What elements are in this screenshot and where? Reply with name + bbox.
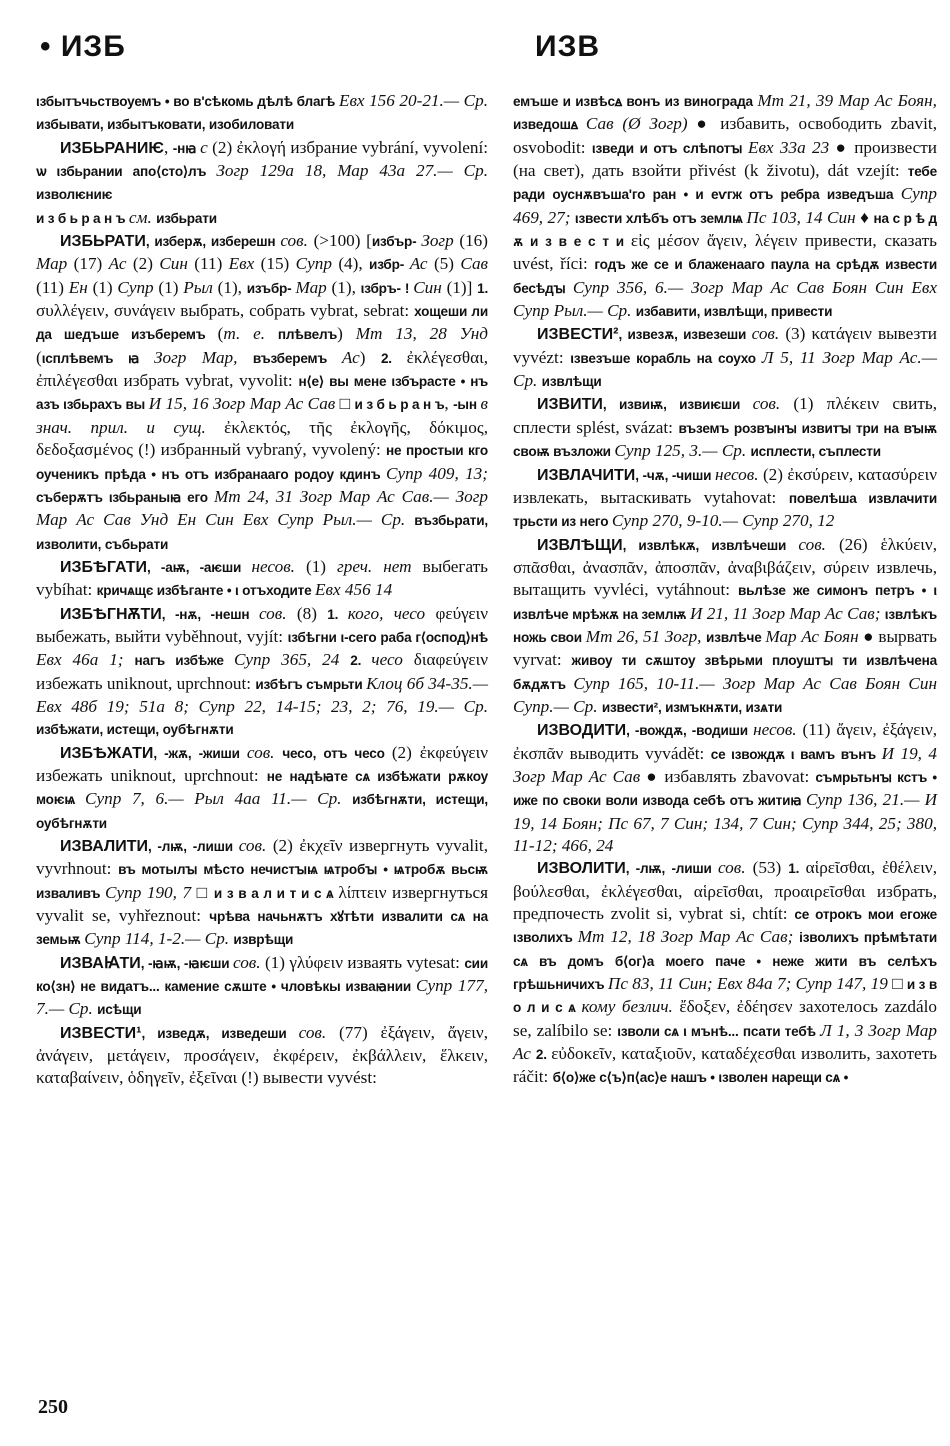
dictionary-entry	[36, 556, 488, 603]
gloss-text: διαφεύγειν избежать uniknout, uprchnout:	[36, 650, 489, 693]
slavonic-text: 1.	[327, 606, 348, 622]
citation-text: Ен	[68, 277, 93, 297]
headword: ИЗВИТИ	[537, 396, 603, 414]
citation-text: сов.	[751, 324, 786, 344]
dictionary-entry	[36, 742, 488, 835]
citation-text: сов.	[233, 952, 265, 972]
citation-text: Син	[413, 277, 447, 297]
gloss-text: (2)	[132, 254, 160, 274]
gloss-text: λίπτειν извергнуться vyvalit se, vyhřeznout:	[36, 882, 489, 926]
slavonic-text: вьлѣзе же симонъ петръ • ι извлѣче мрѣжѫ на землѭ	[513, 583, 937, 622]
slavonic-text: исплести, съплести	[750, 444, 881, 460]
citation-text: Евх 456 14	[315, 580, 393, 600]
slavonic-text: чесо, отъ чесо	[282, 745, 392, 761]
headword: ИЗБЬРАНИѤ	[60, 139, 165, 157]
gloss-text: ,	[444, 394, 454, 414]
dictionary-entry	[513, 534, 937, 720]
citation-text: Супр 356, 6.— Зогр Мар Ас Сав Боян Син Евх Супр Рыл.— Ср.	[513, 277, 937, 321]
citation-text: Супр 7, 6.— Рыл 4аа 11.— Ср.	[85, 789, 353, 809]
citation-text: Супр 270, 9-10.— Супр 270, 12	[611, 511, 835, 531]
slavonic-text: , -лѭ, -лиши	[625, 861, 718, 877]
gloss-text: φεύγειν выбежать, выйти vyběhnout, vyjít:	[36, 603, 488, 646]
citation-text: т. е.	[223, 324, 278, 344]
dictionary-entry	[36, 1022, 488, 1090]
slavonic-text: чрѣва начьнѫтъ хꙋтѣти извалити сѧ на земьѭ	[36, 909, 488, 948]
slavonic-text: на с р ѣ д ѫ и з в е с т и	[513, 210, 937, 250]
slavonic-text: избр-	[369, 257, 410, 273]
citation-text: Мт 21, 39 Мар Ас Боян,	[757, 91, 937, 110]
gloss-text: (1),	[217, 277, 247, 297]
citation-text: И 15, 16 Зогр Мар Ас Сав	[148, 394, 340, 414]
gloss-text: (3) κατάγειν вывезти vyvézt:	[513, 324, 937, 367]
gloss-text: выбегать vybíhat:	[36, 556, 488, 600]
headword: ИЗВЕСТИ¹	[60, 1024, 142, 1042]
citation-text: Евх	[228, 254, 261, 274]
slavonic-text: избывати, избытъковати, изобиловати	[36, 117, 295, 133]
headword: ИЗВЛАЧИТИ	[537, 466, 636, 484]
headword: ИЗБѢЖАТИ	[60, 744, 154, 762]
gloss-text: (16)	[459, 231, 488, 251]
right-column	[513, 90, 937, 1090]
gloss-text: (2) ἐκλογή избрание vybrání, vyvolení:	[212, 137, 488, 157]
slavonic-text: , изберѫ, изберешн	[145, 234, 281, 250]
citation-text: несов.	[753, 720, 803, 740]
citation-text: сов.	[280, 231, 314, 251]
citation-text: греч. нет	[337, 556, 423, 576]
slavonic-text: сии ко⟨зн⟩ не видатъ... камение сѫште • чловѣкы изваꙗнии	[36, 955, 488, 995]
citation-text: сов.	[246, 742, 283, 762]
dictionary-entry	[36, 603, 488, 742]
headword: ИЗВАꙖТИ	[60, 954, 141, 972]
slavonic-text: ιзведи и отъ слѣпотꙑ	[591, 140, 748, 156]
gloss-text: συλλέγειν, συνάγειν выбрать, собрать vybrat, sebrat:	[36, 301, 415, 321]
slavonic-text: ιзбытъчьствоуемъ • во в'сѣкомь дѣлѣ благѣ	[36, 94, 339, 109]
slavonic-text: кричѧщє избѣганте • ι отъходите	[96, 583, 316, 599]
gloss-text: (11)	[194, 254, 229, 274]
gloss-text: (11) ἄγειν, ἐξάγειν, ἐκσπᾶν выводить vyvádět:	[513, 720, 938, 763]
citation-text: Мт 26, 51 Зогр,	[585, 626, 707, 646]
gloss-text: (>100) [	[313, 231, 372, 251]
left-column	[36, 90, 488, 1090]
headword: ИЗВАЛИТИ	[60, 838, 149, 855]
gloss-text: (8)	[296, 603, 328, 623]
dictionary-entry	[36, 230, 488, 556]
gloss-text: (2) ἐκφεύγειν избежать uniknout, uprchnout:	[36, 742, 488, 785]
slavonic-text: плѣвелъ	[277, 327, 338, 343]
running-head-right: ИЗВ	[535, 30, 601, 63]
slavonic-text: извести², измъкнѫти, изѧти	[601, 699, 783, 715]
slavonic-text: възберемъ	[252, 350, 342, 366]
citation-text: сов.	[717, 858, 753, 878]
gloss-text: (4),	[338, 254, 370, 274]
slavonic-text: въ мотылꙑ мѣсто нечистꙑѩ ѩтробꙑ • ѩтробѫ вьсѭ изваливъ	[36, 862, 488, 901]
slavonic-text: избѣгнѫти, истещи, оубѣгнѫти	[36, 792, 489, 831]
slavonic-text: , -ꙗѭ, -ꙗѥши	[140, 955, 234, 971]
gloss-text: □	[196, 882, 214, 902]
slavonic-text: , -аѭ, -аѥши	[147, 559, 252, 575]
slavonic-text: нагъ избѣже	[134, 653, 234, 669]
dictionary-entry	[513, 857, 937, 1089]
citation-text: чесо	[371, 650, 414, 670]
citation-text: Мт 12, 18 Зогр Мар Ас Сав;	[577, 927, 800, 947]
slavonic-text: повелѣша извлачити трьсти из него	[513, 490, 937, 530]
slavonic-text: избавити, извлѣщи, привести	[635, 304, 833, 320]
slavonic-text: годъ же се и блаженааго паула на срѣдѫ извести бесѣдꙑ	[513, 257, 937, 296]
slavonic-text: , изведѫ, изведеши	[141, 1025, 299, 1041]
slavonic-text: не простыи кго оученикъ прѣда • нъ отъ избранааго родоу кдинъ	[36, 443, 488, 482]
slavonic-text: , -нѫ, -нешн	[161, 606, 259, 622]
headword: ИЗВОЛИТИ	[537, 860, 626, 878]
headword: ИЗБЬРАТИ	[60, 233, 146, 251]
slavonic-text: изволѥниѥ	[36, 187, 113, 203]
citation-text: несов.	[251, 556, 306, 576]
citation-text: Супр 409, 13;	[386, 463, 488, 483]
slavonic-text: б⟨о⟩же с⟨ъ⟩п⟨ас⟩е нашъ • ιзволен нарещи сѧ •	[552, 1070, 849, 1086]
slavonic-text: 2.	[350, 653, 372, 669]
slavonic-text: се отрокъ мои егоже ιзволихъ	[513, 907, 937, 946]
slavonic-text: ізволихъ прѣмѣтати сѧ въ домъ б⟨ог⟩а моего паче • неже жити въ селѣхъ грѣшьничихъ	[513, 930, 937, 993]
slavonic-text: 1.	[477, 280, 489, 296]
dictionary-entry	[36, 835, 488, 952]
citation-text: Мар Ас Боян	[765, 626, 864, 646]
slavonic-text: ιзволи сѧ ι мънѣ... псати тебѣ	[617, 1023, 821, 1039]
dictionary-entry	[36, 207, 488, 230]
gloss-text: αἱρεῖσθαι, ἐθέλειν, βούλεσθαι, ἐκλέγεσθαι, αἱρεῖσθαι, προαιρεῖσθαι избрать, предпочесть zvolit si, vybrat si, chtít:	[513, 858, 937, 924]
gloss-text: (77) ἐξάγειν, ἄγειν, ἀνάγειν, μετάγειν, προσάγειν, ἐκφέρειν, ἐκβάλλειν, ἕλκειν, καταβαίνειν, ὁδηγεῖν, ἐξεῖναι (!) вывести vyvést:	[36, 1022, 488, 1088]
slavonic-text: хощеши ли да шедъше изъберемъ	[36, 304, 488, 343]
headword: ИЗВЕСТИ²	[537, 326, 619, 344]
slavonic-text: 2.	[535, 1047, 552, 1063]
gloss-text: (5)	[433, 254, 461, 274]
slavonic-text: , извиѭ, извиѥши	[602, 397, 753, 413]
page-number: 250	[38, 1396, 68, 1418]
gloss-text: (1)	[305, 556, 338, 576]
citation-text: Ас	[409, 254, 434, 274]
headword: ИЗБѢГНѪТИ	[60, 605, 162, 623]
slavonic-text: съберѫтъ ιзбьраныꙗ его	[36, 489, 214, 505]
gloss-text: εἰς μέσον ἄγειν, λέγειν привести, сказать uvést, říci:	[513, 231, 937, 274]
gloss-text: (	[36, 347, 42, 367]
gloss-text: )	[337, 324, 356, 344]
slavonic-text: се ιзвождѫ ι вамъ вънъ	[710, 746, 882, 762]
gloss-text: (1)	[158, 277, 184, 297]
slavonic-text: н⟨е⟩ вы мене ιзбърасте • нъ азъ ιзбьрахъ вы	[36, 374, 488, 413]
gloss-text: (2) ἐκχεῖν извергнуть vyvalit, vyvrhnout:	[36, 836, 489, 879]
gloss-text: (1)	[92, 277, 118, 297]
citation-text: Зогр	[421, 231, 460, 251]
citation-text: сов.	[238, 836, 273, 855]
gloss-text: (1),	[331, 277, 361, 297]
gloss-text: ,	[164, 137, 173, 157]
slavonic-text: и з б ь р а н ъ	[354, 397, 445, 413]
slavonic-text: , извезѫ, извезеши	[618, 327, 752, 343]
citation-text: Пс 83, 11 Син; Евх 84а 7; Супр 147, 19	[607, 974, 893, 994]
citation-text: Супр 177, 7.— Ср.	[36, 976, 488, 1019]
slavonic-text: ιзбѣгни ι-сего раба г⟨оспод⟩нѣ	[287, 629, 488, 645]
headword: ИЗВОДИТИ	[537, 722, 627, 740]
citation-text: Супр 114, 1-2.— Ср.	[84, 929, 234, 949]
gloss-text: □	[892, 974, 907, 994]
slavonic-text: избѣжати, истещи, оубѣгнѫти	[36, 722, 234, 738]
slavonic-text: извлѣче	[706, 629, 766, 645]
citation-text: сов.	[298, 1022, 340, 1042]
citation-text: Рыл	[183, 277, 218, 297]
slavonic-text: ιзбръ- !	[360, 280, 414, 296]
citation-text: в знач. прил. и сущ.	[36, 394, 488, 437]
citation-text: Зогр 129а 18, Мар 43а 27.— Ср.	[216, 161, 488, 181]
gloss-text: (2) ἐκσύρειν, κατασύρειν извлекать, вытаскивать vytahovat:	[513, 464, 937, 507]
gloss-text: (1) πλέκειν свить, сплести splést, svázat:	[513, 394, 937, 437]
slavonic-text: , извлѣкѫ, извлѣчеши	[622, 537, 799, 553]
slavonic-text: не надѣꙗте сѧ избѣжати рѫкоу моѥѩ	[36, 768, 489, 808]
slavonic-text: избьрати	[156, 210, 217, 226]
citation-text: Сав	[460, 254, 488, 274]
gloss-text: (	[217, 324, 224, 344]
slavonic-text: и з в а л и т и с ѧ	[213, 885, 339, 901]
slavonic-text: тебе ради оуснѫвъша'го ран • и еѵгж отъ ребра изведъша	[513, 164, 937, 203]
citation-text: сов.	[258, 603, 297, 623]
slavonic-text: ιзвезъше корабль на соухо	[570, 350, 762, 366]
headword: ИЗВЛѢЩИ	[537, 536, 623, 554]
slavonic-text: , -вождѫ, -водиши	[626, 723, 754, 739]
slavonic-text: и з б ь р а н ъ	[36, 210, 129, 226]
slavonic-text: ιсплѣвемъ ꙗ	[41, 350, 154, 366]
slavonic-text: -ын	[453, 397, 481, 413]
slavonic-text: , -чѫ, -чиши	[635, 467, 716, 483]
slavonic-text: 2.	[380, 350, 407, 366]
citation-text: см.	[128, 207, 157, 227]
citation-text: с	[200, 137, 213, 157]
dictionary-entry	[513, 90, 937, 323]
headword: ИЗБѢГАТИ	[60, 558, 148, 576]
citation-text: сов.	[798, 534, 839, 554]
citation-text: Син	[159, 254, 195, 274]
gloss-text: ἔδοξεν, ἐδέησεν захотелось zazdálo se, zalíbilo se:	[513, 997, 937, 1040]
citation-text: Л 5, 11 Зогр Мар Ас.— Ср.	[513, 347, 937, 391]
dictionary-entry	[513, 323, 937, 393]
slavonic-text: възбьрати, изволити, събьрати	[36, 513, 488, 552]
citation-text: Зогр Мар,	[153, 347, 253, 367]
citation-text: Супр 165, 10-11.— Зогр Мар Ас Сав Боян Син Супр.— Ср.	[513, 673, 937, 716]
citation-text: несов.	[715, 464, 763, 484]
citation-text: Мар	[36, 254, 74, 274]
citation-text: Мт 24, 31 Зогр Мар Ас Сав.— Зогр Мар Ас Сав Унд Ен Син Евх Супр Рыл.— Ср.	[36, 486, 488, 530]
slavonic-text: въземъ розвꙑнꙑ извитꙑ три на вꙑѭ своѭ възложи	[513, 420, 938, 460]
slavonic-text: избѣгъ съмрьти	[255, 676, 367, 692]
slavonic-text: избър-	[371, 234, 422, 250]
dictionary-entry	[36, 90, 488, 137]
slavonic-text: , -жѫ, -жиши	[153, 745, 247, 761]
dictionary-entry	[36, 952, 488, 1022]
citation-text: И 21, 11 Зогр Мар Ас Сав;	[689, 603, 885, 623]
gloss-text: □	[339, 394, 355, 414]
slavonic-text: ιзвести хлѣбъ отъ землѩ	[574, 210, 747, 226]
citation-text: Ас	[341, 347, 360, 367]
slavonic-text: ιзвлѣкъ ножь свои	[513, 606, 937, 645]
citation-text: сов.	[752, 394, 794, 414]
gloss-text: ἐκλεκτός, τῆς ἐκλογῆς, δόκιμος, δεδοξασμένος (!) избранный vybraný, vyvolený:	[36, 417, 488, 460]
gloss-text: ● вырвать vyrvat:	[513, 626, 938, 670]
citation-text: кого, чесо	[347, 603, 436, 623]
citation-text: И 19, 4 Зогр Мар Ас Сав	[513, 743, 937, 786]
gloss-text: ● избавлять zbavovat:	[646, 766, 816, 786]
citation-text: Мар	[295, 277, 332, 297]
slavonic-text: и з в о л и с ѧ	[513, 977, 937, 1016]
gloss-text: (17)	[73, 254, 109, 274]
citation-text: Клоц 6б 34-35.— Евх 48б 19; 51а 8; Супр 22, 14-15; 23, 2; 76, 19.— Ср.	[36, 673, 488, 716]
citation-text: Супр	[117, 277, 159, 297]
slavonic-text: живоу ти сѫштоу звѣрьми плоуштꙑ ти извлѣчена бѫдѫтъ	[513, 653, 938, 692]
citation-text: Евх 33а 23	[747, 137, 836, 157]
citation-text: Мт 13, 28 Унд	[355, 324, 488, 344]
slavonic-text: -нꙗ	[172, 140, 201, 156]
gloss-text: ♦	[860, 207, 874, 227]
slavonic-text: изведошꙙ	[513, 117, 586, 133]
citation-text: Супр 136, 21.— И 19, 14 Боян; Пс 67, 7 Син; 134, 7 Син; Супр 344, 25; 380, 11-12; 466, 24	[513, 790, 937, 855]
slavonic-text: емъше и извѣсꙙ вонъ из винограда	[513, 94, 758, 109]
gloss-text: (15)	[260, 254, 296, 274]
gloss-text: ● избавить, освободить zbavit, osvobodit:	[513, 114, 937, 157]
gloss-text: (1) γλύφειν изваять vytesat:	[264, 952, 465, 972]
dictionary-entry	[513, 393, 937, 463]
gloss-text: (11)	[36, 277, 69, 297]
gloss-text: (26) ἑλκύειν, σπᾶσθαι, ἀνασπᾶν, ἀποσπᾶν, ἀναβιβάζειν, σύρειν извлечь, вытащить vyvléci, vytáhnout:	[513, 534, 938, 600]
gloss-text: (53)	[752, 858, 789, 878]
slavonic-text: ѡ ιзбьрании апо⟨сто⟩лъ	[36, 164, 217, 180]
citation-text: Супр 365, 24	[233, 650, 351, 670]
slavonic-text: , -лѭ, -лиши	[148, 839, 239, 854]
gloss-text: ἐκλέγεσθαι, ἐπιλέγεσθαι избрать vybrat, vyvolit:	[36, 347, 489, 391]
citation-text: Ас	[108, 254, 133, 274]
dictionary-entry	[513, 719, 937, 857]
gloss-text: εὐδοκεῖν, καταξιοῦν, καταδέχεσθαι изволить, захотеть ráčit:	[513, 1044, 937, 1087]
slavonic-text: исѣщи	[97, 1002, 142, 1018]
gloss-text: ● произвести (на свет), дать взойти přivést (k životu), dát vzejít:	[513, 137, 938, 181]
citation-text: Л 1, 3 Зогр Мар Ас	[513, 1020, 937, 1064]
slavonic-text: изврѣщи	[233, 932, 294, 948]
citation-text: Супр 190, 7	[105, 882, 197, 902]
slavonic-text: 1.	[788, 861, 806, 877]
dictionary-entry	[513, 464, 937, 534]
citation-text: Супр	[295, 254, 339, 274]
citation-text: Сав (Ø Зогр)	[585, 114, 697, 134]
dictionary-entry	[36, 137, 488, 207]
citation-text: Евх 156 20-21.— Ср.	[338, 91, 488, 110]
slavonic-text: изъбр-	[246, 280, 296, 296]
citation-text: Супр 125, 3.— Ср.	[614, 441, 751, 461]
citation-text: кому безлич.	[581, 997, 680, 1017]
citation-text: Евх 46а 1;	[36, 650, 135, 670]
slavonic-text: извлѣщи	[541, 374, 602, 390]
citation-text: Пс 103, 14 Син	[746, 207, 861, 227]
gloss-text: (1)]	[446, 277, 478, 297]
slavonic-text: съмрьтьнꙑ кстъ • иже по своки воли извода себѣ отъ житиꙗ	[513, 769, 937, 809]
running-head-left: • ИЗБ	[40, 30, 126, 63]
gloss-text: )	[359, 347, 381, 367]
citation-text: Супр 469, 27;	[513, 184, 937, 227]
